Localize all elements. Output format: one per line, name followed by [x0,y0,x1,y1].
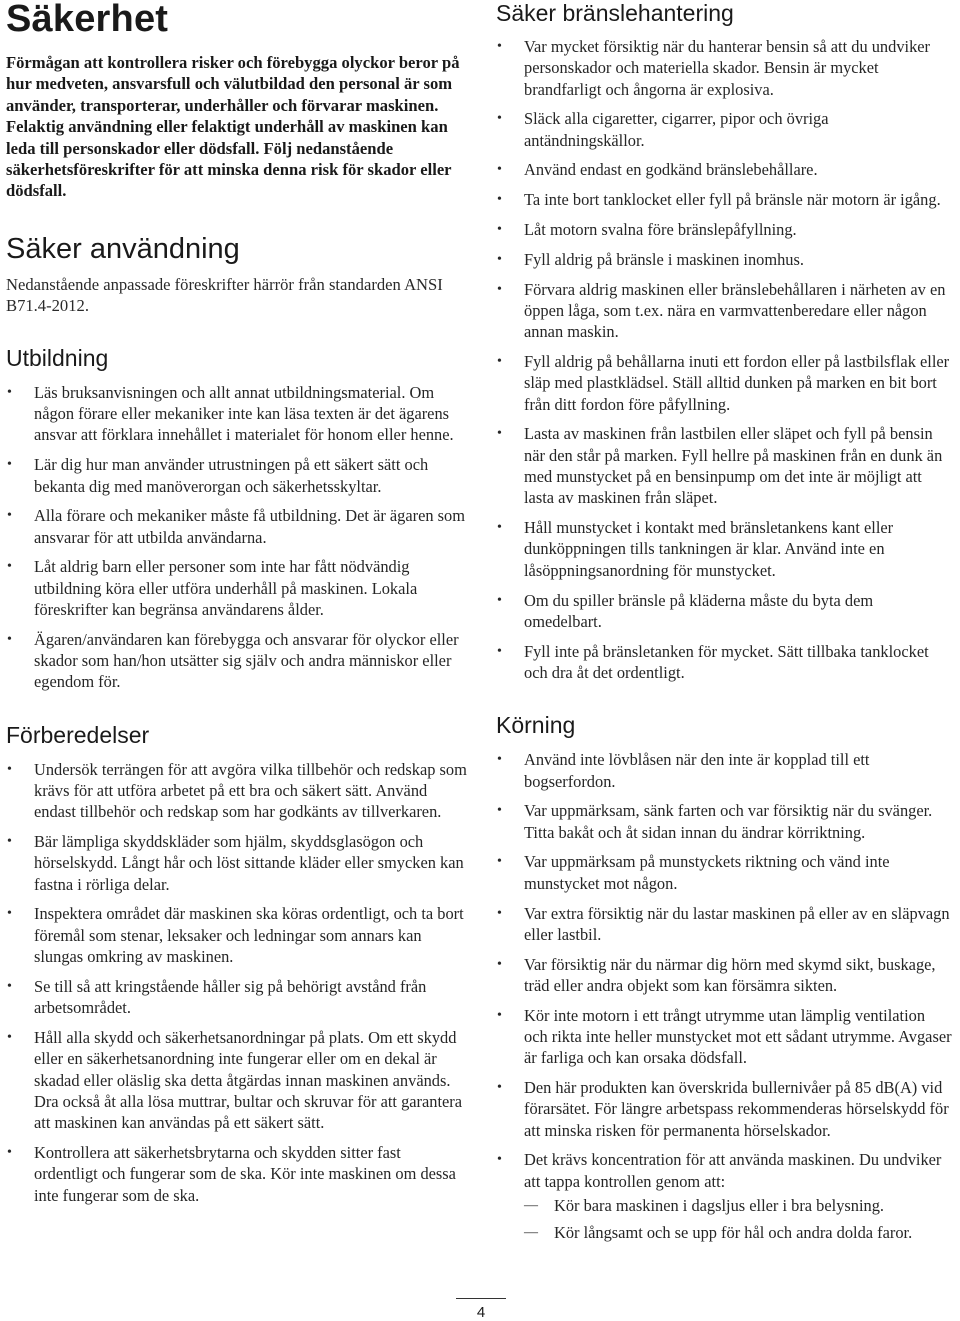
list-item: • Ägaren/användaren kan förebygga och ansvarar för olyckor eller skador som han/hon utsätter sig själv och andra människor eller egendom för. [6,629,468,693]
sub-list [524,1195,952,1244]
list-item: • Lär dig hur man använder utrustningen på ett säkert sätt och bekanta dig med manöverorgan och säkerhetsskyltar. [6,454,468,497]
operation-heading: Körning [496,712,576,739]
list-item: • Lasta av maskinen från lastbilen eller släpet och fyll på bensin när den står på marken. Fyll hellre på maskinen från en dunk än med munstycket på en bensinpump om det inte är möjligt att lasta av maskinen från släpet. [496,423,952,508]
preparation-list [6,759,468,1206]
list-item: • Läs bruksanvisningen och allt annat utbildningsmaterial. Om någon förare eller mekaniker inte kan läsa texten är det ägarens ansvar att förklara innehållet i materialet för honom eller henne. [6,382,468,446]
list-item: • Låt motorn svalna före bränslepåfyllning. [496,219,952,240]
list-item: • Alla förare och mekaniker måste få utbildning. Det är ägaren som ansvarar för att utbilda användarna. [6,505,468,548]
list-item: • Använd inte lövblåsen när den inte är kopplad till ett bogserfordon. [496,749,952,792]
fuel-handling-heading: Säker bränslehantering [496,0,734,26]
fuel-handling-list [496,36,952,683]
list-item [496,1149,952,1243]
list-item: • Se till så att kringstående håller sig på behörigt avstånd från arbetsområdet. [6,976,468,1019]
list-item: • Om du spiller bränsle på kläderna måste du byta dem omedelbart. [496,590,952,633]
list-item: • Var uppmärksam, sänk farten och var försiktig när du svänger. Titta bakåt och åt sidan innan du ändrar körriktning. [496,800,952,843]
page-number: 4 [456,1298,506,1321]
list-item: • Var uppmärksam på munstyckets riktning och vänd inte munstycket mot någon. [496,851,952,894]
list-item: • Fyll aldrig på behållarna inuti ett fordon eller på lastbilsflak eller släp med plastklädsel. Ställ alltid dunken på marken en bit bort från ditt fordon före påfyllning. [496,351,952,415]
left-column [6,0,468,1214]
list-item: • Kör inte motorn i ett trångt utrymme utan lämplig ventilation och rikta inte heller munstycket mot ett sådant utrymme. Avgaser är farliga och kan orsaka dödsfall. [496,1005,952,1069]
sub-list-item: — Kör långsamt och se upp för hål och andra dolda faror. [524,1222,952,1243]
sub-list-item: — Kör bara maskinen i dagsljus eller i bra belysning. [524,1195,952,1216]
list-item: • Kontrollera att säkerhetsbrytarna och skydden sitter fast ordentligt och fungerar som de ska. Kör inte maskinen om dessa inte fungerar som de ska. [6,1142,468,1206]
standard-note: Nedanstående anpassade föreskrifter härrör från standarden ANSI B71.4-2012. [6,274,443,315]
training-list [6,382,468,693]
list-item: • Släck alla cigaretter, cigarrer, pipor och övriga antändningskällor. [496,108,952,151]
list-item: • Var mycket försiktig när du hanterar bensin så att du undviker personskador och materiella skador. Bensin är mycket brandfarligt och ångorna är explosiva. [496,36,952,100]
list-item: • Undersök terrängen för att avgöra vilka tillbehör och redskap som krävs för att utföra arbetet på ett bra och säkert sätt. Använd endast tillbehör och redskap som har godkänts av tillverkaren. [6,759,468,823]
training-heading: Utbildning [6,344,109,371]
right-column [496,0,952,1252]
list-item: • Håll munstycket i kontakt med bränsletankens kant eller dunköppningen tills tankningen är klar. Använd inte en låsöppningsanordning för munstycket. [496,517,952,581]
list-item: • Fyll inte på bränsletanken för mycket. Sätt tillbaka tanklocket och dra åt det ordentligt. [496,641,952,684]
preparation-heading: Förberedelser [6,721,150,748]
list-item: • Ta inte bort tanklocket eller fyll på bränsle när motorn är igång. [496,189,952,210]
list-item: • Den här produkten kan överskrida bullernivåer på 85 dB(A) vid förarsätet. För längre arbetspass rekommenderas hörselskydd för att minska risken för permanenta hörselskador. [496,1077,952,1141]
operation-list [496,749,952,1243]
list-item: • Håll alla skydd och säkerhetsanordningar på plats. Om ett skydd eller en säkerhetsanordning inte fungerar eller om en dekal är skadad eller oläslig ska detta åtgärdas innan maskinen används. Dra också åt alla lösa muttrar, bultar och skruvar för att garantera att maskinen kan användas på ett säkert sätt. [6,1027,468,1133]
list-item: • Inspektera området där maskinen ska köras ordentligt, och ta bort föremål som stenar, leksaker och ledningar som annars kan slungas omkring av maskinen. [6,903,468,967]
list-item: • Var försiktig när du närmar dig hörn med skymd sikt, buskage, träd eller andra objekt som kan försämra sikten. [496,954,952,997]
page-title: Säkerhet [6,0,169,40]
list-item: • Låt aldrig barn eller personer som inte har fått nödvändig utbildning köra eller utföra underhåll på maskinen. Lokala föreskrifter kan begränsa användarens ålder. [6,556,468,620]
list-item: • Var extra försiktig när du lastar maskinen på eller av en släpvagn eller lastbil. [496,903,952,946]
list-item: • Bär lämpliga skyddskläder som hjälm, skyddsglasögon och hörselskydd. Långt hår och löst sittande kläder eller smycken kan fastna i rörliga delar. [6,831,468,895]
list-item: • Fyll aldrig på bränsle i maskinen inomhus. [496,249,952,270]
list-item: • Använd endast en godkänd bränslebehållare. [496,159,952,180]
safe-use-heading: Säker användning [6,232,240,265]
list-item: • Förvara aldrig maskinen eller bränslebehållaren i närheten av en öppen låga, som t.ex. nära en varmvattenberedare eller någon annan maskin. [496,279,952,343]
intro-paragraph: Förmågan att kontrollera risker och förebygga olyckor beror på hur medveten, ansvarsfull och välutbildad den personal är som använder, transporterar, underhåller och förvarar maskinen. Felaktig användning eller felaktigt underhåll av maskinen kan leda till personskador eller dödsfall. Följ nedanstående säkerhetsföreskrifter för att minska denna risk för skador eller dödsfall. [6,53,460,201]
list-item-text: Det krävs koncentration för att använda maskinen. Du undviker att tappa kontrollen genom att: [524,1150,942,1191]
